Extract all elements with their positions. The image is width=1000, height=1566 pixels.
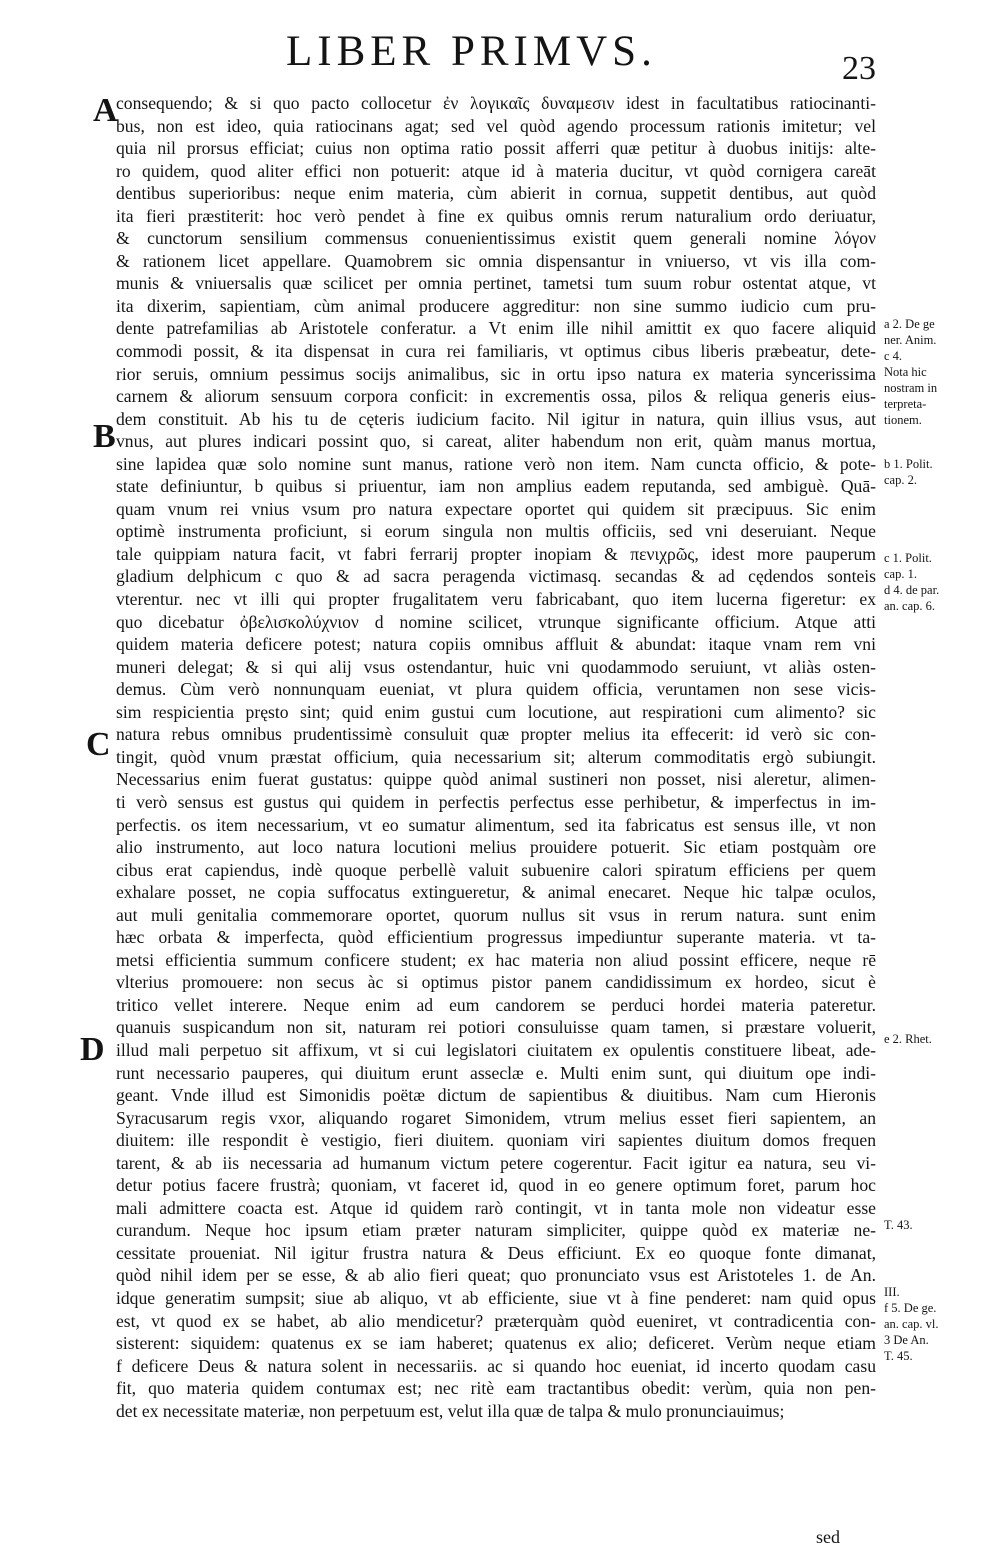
text-line: geant. Vnde illud est Simonidis poëtæ dictum de sapientibus & diuitibus. Nam cum Hieronis [116, 1085, 876, 1106]
text-line: mali admittere coacta est. Atque id quidem rarò contingit, vt in tanta mole non videatur esse [116, 1197, 876, 1218]
margin-note-group [884, 1031, 974, 1047]
margin-note-group [884, 550, 974, 614]
text-line: det ex necessitate materiæ, non perpetuum est, velut illa quæ de talpa & mulo pronunciauimus; [116, 1400, 785, 1421]
text-line: Necessarius enim fuerat gustatus: quippe quòd animal sustineri non posset, nisi aleretur, alimen- [116, 769, 876, 790]
section-letter-a: A [93, 92, 118, 129]
text-line: hæc orbata & imperfecta, quòd efficientium progressus impediuntur superante materia. vt ta- [116, 927, 876, 948]
text-line: tarent, & ab iis necessaria ad humanum victum petere cogerentur. Facit igitur ea natura, seu vi- [116, 1152, 876, 1173]
running-header: LIBER PRIMVS. [286, 28, 657, 75]
text-line: tingit, quòd vnum præstat officium, quia necessarium sit; alterum commoditatis ergò subiungit. [116, 746, 876, 767]
margin-note-line: d 4. de par. [884, 583, 940, 597]
margin-note-line: a 2. De ge [884, 317, 935, 331]
text-line: quo dicebatur ὀβελισκολύχνιον d nomine scilicet, vtrunque significante officium. Atque atti [116, 611, 876, 632]
text-line: tale quippiam natura facit, vt fabri ferrarij propter inopiam & πενιχρῶς, idest more pauperum [116, 543, 876, 564]
text-line: illud mali perpetuo sit affixum, vt si cui legislatori ciuitatem ex opulentis constituere libeat, ade- [116, 1039, 876, 1060]
text-line: optimè instrumenta proficiunt, si eorum singula non multis officiis, sed vni deseruiant. Neque [116, 521, 876, 542]
section-letter-c: C [86, 726, 111, 763]
text-line: ita dixerim, sapientiam, cùm animal producere aggreditur: non sine summo iudicio cum pru- [116, 295, 876, 316]
text-line: ro quidem, quod aliter effici non potuerit: atque id à materia ducitur, vt quòd cornigera careāt [116, 160, 876, 181]
margin-note-line: c 1. Polit. [884, 551, 932, 565]
margin-note-line: T. 43. [884, 1218, 913, 1232]
text-line: muneri delegat; & si qui alij vsus ostendantur, huic vni quodammodo seruiunt, vt aliàs osten- [116, 656, 876, 677]
margin-note-group [884, 1217, 974, 1233]
text-line: alio instrumento, aut loco natura locutioni melius prouidere potuerit. Sic etiam postquàm ore [116, 837, 876, 858]
text-line: quidem materia deficere potest; natura copiis omnibus affluit & abundat: itaque vnam rem vni [116, 634, 876, 655]
text-line: aut muli genitalia commemorare oportet, quorum nullus sit vsus in rerum natura. sunt enim [116, 904, 876, 925]
text-line: gladium delphicum c quo & ad sacra peragenda victimasq. secandas & ad cędendos sonteis [116, 566, 876, 587]
text-line: cessitate proueniat. Nil igitur frustra natura & Deus efficiunt. Ex eo quoque fonte dimanat, [116, 1242, 876, 1263]
text-line: & rationem licet appellare. Quamobrem sic omnia dispensantur in vniuerso, vt vis illa com- [116, 250, 876, 271]
margin-note-line: an. cap. vl. [884, 1317, 939, 1331]
text-line: Syracusarum regis vxor, aliquando rogaret Simonidem, vtrum melius esset fieri sapientem, an [116, 1107, 876, 1128]
text-line: exhalare posset, ne copia suffocatus extingueretur, & animal enecaret. Neque hic talpæ oculos, [116, 882, 876, 903]
text-line: metsi efficientia summum conficere student; ex hac materia non aliud possint efficere, neque rē [116, 949, 876, 970]
section-letter-d: D [80, 1031, 105, 1068]
text-line: demus. Cùm verò nonnunquam eueniat, vt plura quidem officia, veruntamen non sese vicis- [116, 679, 876, 700]
margin-note-line: nostram in [884, 381, 938, 395]
text-line: quam vnum rei vnius vsum pro natura expectare oportet qui quidem sit præcipuus. Sic enim [116, 498, 876, 519]
text-line: vterentur. nec vt illi qui propter frugalitatem veru fabricabant, quo item lucerna figeretur: ex [116, 589, 876, 610]
text-line: munis & vniuersalis quæ scilicet per omnia pertinet, tametsi tum suum robur ostentat atque, vt [116, 273, 876, 294]
text-line: & cunctorum sensilium commensus conuenientissimus existit quem generali nomine λόγον [116, 228, 876, 249]
margin-note-line: f 5. De ge. [884, 1301, 937, 1315]
margin-note-line: an. cap. 6. [884, 599, 936, 613]
margin-note-line: III. [884, 1285, 900, 1299]
margin-note-line: ner. Anim. [884, 333, 937, 347]
text-line: f deficere Deus & natura solent in necessariis. ac si quando hoc eueniat, id incerto quodam casu [116, 1355, 876, 1376]
margin-note-line: T. 45. [884, 1349, 913, 1363]
text-line: sim respicientia pręsto sint; quid enim gustui cum locutione, aut respirationi cum alimento? sic [116, 701, 876, 722]
text-line: carnem & aliorum sensuum corpora conficit: in excrementis ossa, pilos & reliqua generis eius- [116, 386, 876, 407]
margin-note-line: cap. 2. [884, 473, 917, 487]
text-line: curandum. Neque hoc ipsum etiam præter naturam simpliciter, quippe quòd ex materiæ ne- [116, 1220, 876, 1241]
text-line: idque generatim sumpsit; siue ab aliquo, vt ab efficiente, siue vt à fine penderet: nam quid opus [116, 1287, 876, 1308]
text-line: consequendo; & si quo pacto collocetur ἐν λογικαῖς δυναμεσιν idest in facultatibus ratiocinanti- [116, 93, 876, 113]
body-text [116, 92, 876, 1422]
margin-note-line: e 2. Rhet. [884, 1032, 932, 1046]
margin-note-line: Nota hic [884, 365, 927, 379]
margin-note-group [884, 1284, 974, 1364]
text-line: quia nil prorsus efficiat; cuius non optima ratio possit afferri quæ petitur à duobus initijs: alte- [116, 138, 876, 159]
text-line: dem constituit. Ab his tu de cęteris iudicium facito. Nil igitur in natura, quin illius vsus, aut [116, 408, 876, 429]
section-letter-b: B [93, 418, 116, 455]
text-line: ita fieri præstiterit: hoc verò pendet à fine ex quibus omnis rerum naturalium ordo deriuatur, [116, 205, 876, 226]
text-line: rior seruis, omnium pessimus socijs animalibus, sic in ortu ipso natura ex materia syncerissima [116, 363, 876, 384]
margin-note-line: terpreta- [884, 397, 927, 411]
text-line: natura rebus omnibus prudentissimè consuluit quæ propter melius ita effecerit: id verò sic con- [116, 724, 876, 745]
text-line: sine lapidea quæ solo nomine sunt manus, ratione verò non item. Nam cuncta officio, & pote- [116, 453, 876, 474]
margin-note-line: tionem. [884, 413, 922, 427]
text-line: est, vt quod ex se habet, ab alio mendicetur? præterquàm quòd eueniret, vt contradicentia con- [116, 1310, 876, 1331]
text-line: state definiuntur, b quibus si priuentur, iam non amplius eadem reputanda, sed ambiguè. Quā- [116, 476, 876, 497]
margin-note-line: b 1. Polit. [884, 457, 933, 471]
text-line: cibus erat capiendus, indè quoque perbellè valuit subuenire calori spiratum efficiens per quem [116, 859, 876, 880]
text-line: runt necessario pauperes, qui diuitum erunt asseclæ e. Multi enim sunt, qui diuitum ope indi- [116, 1062, 876, 1083]
margin-note-group [884, 456, 974, 488]
margin-note-group [884, 316, 974, 428]
margin-note-line: 3 De An. [884, 1333, 929, 1347]
text-line: commodi possit, & ita dispensat in cura rei familiaris, vt optimus cibus liberis præbeatur, dete- [116, 341, 876, 362]
text-line: tritico vellet interere. Neque enim ad eum candorem se perduci hordei materia pateretur. [116, 994, 876, 1015]
text-line: perfectis. os item necessarium, vt eo sumatur alimentum, sed ita fabricatus est sensus ille, vt non [116, 814, 876, 835]
catchword: sed [816, 1527, 840, 1547]
text-line: quanuis suspicandum non sit, naturam rei potiori consuluisse quam tamen, si præstare voluerit, [116, 1017, 876, 1038]
text-line: sisterent: siquidem: quatenus ex se iam haberet; quatenus ex alio; deficeret. Verùm neque etiam [116, 1333, 876, 1354]
page-number: 23 [842, 50, 876, 87]
text-line: ti verò sensus est gustus qui quidem in perfectis perfectus esse perhibetur, & imperfectus in im- [116, 791, 876, 812]
text-line: vlterius promouere: non secus àc si optimus pistor panem candidissimum ex hordeo, sicut è [116, 972, 876, 993]
text-line: vnus, aut plures indicari possint quo, si careat, aliter habendum non erit, quàm manus mortua, [116, 431, 876, 452]
margin-note-line: cap. 1. [884, 567, 917, 581]
text-line: detur potius facere frustrà; quoniam, vt faceret id, quod in eo genere optimum foret, parum hoc [116, 1175, 876, 1196]
text-line: dente patrefamilias ab Aristotele conferatur. a Vt enim ille nihil amittit ex quo facere aliquid [116, 318, 876, 339]
text-line: quòd nihil idem per se esse, & ab alio fieri queat; quo pronunciato vsus est Aristoteles 1. de An. [116, 1265, 876, 1286]
text-line: bus, non est ideo, quia ratiocinans agat; sed vel quòd agendo processum rationis imitetur; vel [116, 115, 876, 136]
text-line: fit, quo materia quidem contumax est; nec ritè eam tractantibus obedit: verùm, quia non pen- [116, 1378, 876, 1399]
text-line: diuitem: ille respondit è vestigio, fieri diuitem. quoniam viri sapientes diuitum domos frequen [116, 1130, 876, 1151]
text-line: dentibus superioribus: neque enim materia, cùm abierit in cornua, suppetit dentibus, aut quòd [116, 183, 876, 204]
margin-note-line: c 4. [884, 349, 903, 363]
